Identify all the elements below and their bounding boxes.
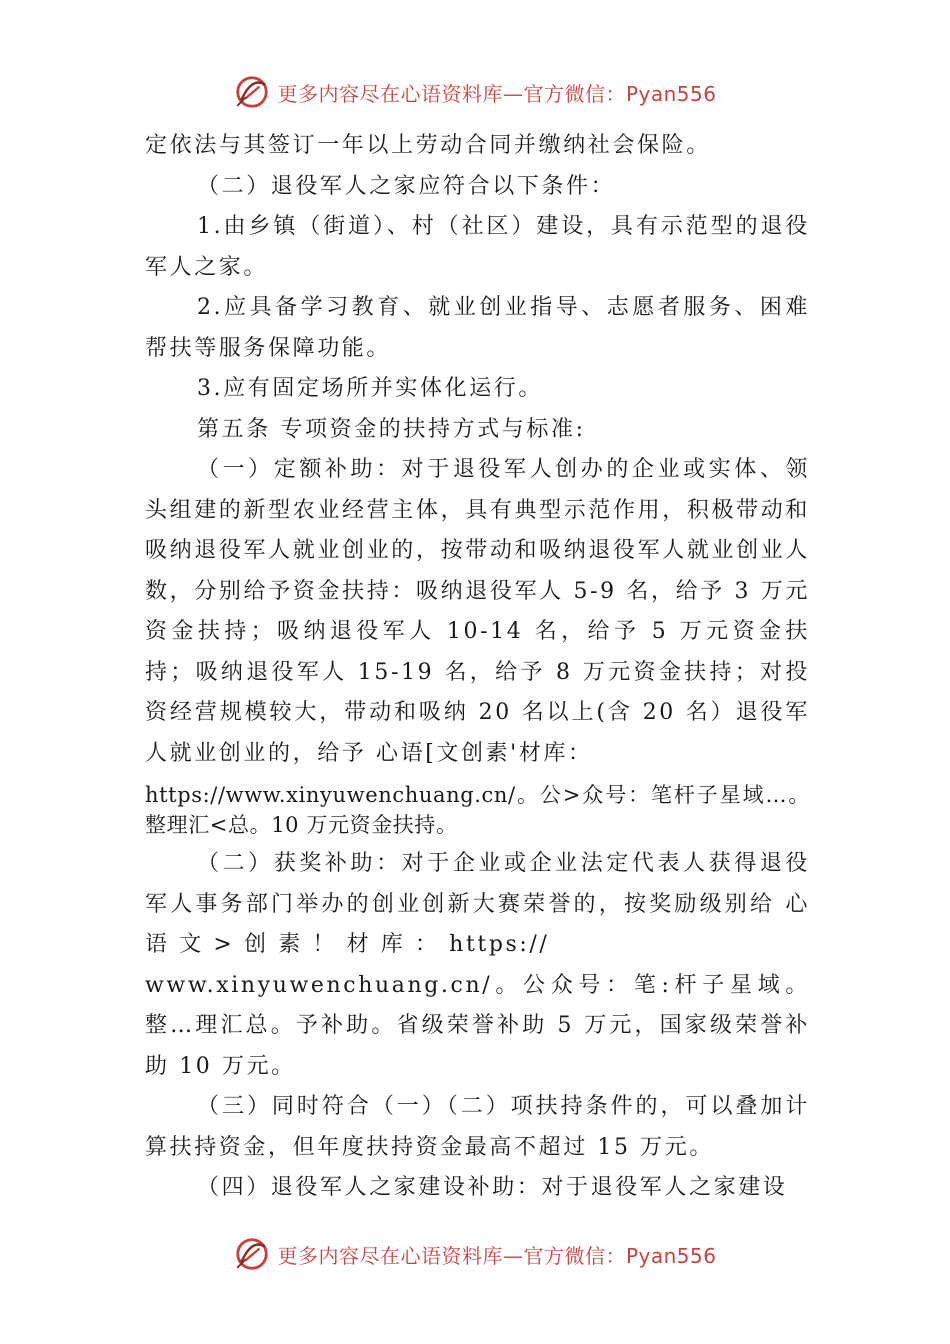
paragraph: （三）同时符合（一）（二）项扶持条件的，可以叠加计算扶持资金，但年度扶持资金最高不超过 15 万元。 bbox=[145, 1094, 810, 1160]
banner-main-text: 更多内容尽在心语资料库 bbox=[277, 81, 503, 106]
paragraph: 3.应有固定场所并实体化运行。 bbox=[197, 376, 543, 401]
watermark-paragraph: https://www.xinyuwenchuang.cn/。公>众号：笔杆子星域…。整理汇<总。10 万元资金扶持。 bbox=[145, 783, 810, 837]
paragraph: 1.由乡镇（街道）、村（社区）建设，具有示范型的退役军人之家。 bbox=[145, 214, 810, 280]
banner-text bbox=[277, 78, 716, 107]
logo-icon bbox=[233, 1235, 271, 1273]
paragraph: （四）退役军人之家建设补助：对于退役军人之家建设 bbox=[197, 1175, 788, 1200]
article-heading: 第五条 专项资金的扶持方式与标准: bbox=[197, 416, 586, 442]
banner-main-text: 更多内容尽在心语资料库 bbox=[277, 1243, 503, 1268]
document-body bbox=[145, 126, 810, 1209]
paragraph: （一）定额补助：对于退役军人创办的企业或实体、领头组建的新型农业经营主体，具有典型示范作用，积极带动和吸纳退役军人就业创业的，按带动和吸纳退役军人就业创业人数，分别给予资金扶持：吸纳退役军人 5-9 名，给予 3 万元资金扶持；吸纳退役军人 10-14 名，给予 5 万元资金扶持；吸纳退役军人 15-19 名，给予 8 万元资金扶持；对投资经营规模较大，带动和吸纳 20 名以上(含 20 名）退役军人就业创业的，给予 心语[文创素'材库： bbox=[145, 457, 810, 766]
paragraph: （二）退役军人之家应符合以下条件： bbox=[197, 173, 616, 199]
header-watermark-banner bbox=[0, 70, 950, 114]
paragraph: （二）获奖补助：对于企业或企业法定代表人获得退役军人事务部门举办的创业创新大赛荣誉的，按奖励级别给 心 语 文 > 创 素 ！ 材 库 ： https:// bbox=[145, 851, 810, 957]
paragraph: 定依法与其签订一年以上劳动合同并缴纳社会保险。 bbox=[145, 133, 711, 158]
logo-icon bbox=[233, 73, 271, 111]
banner-wechat-text: 官方微信：Pyan556 bbox=[523, 1243, 717, 1268]
footer-watermark-banner bbox=[0, 1232, 950, 1276]
paragraph: www.xinyuwenchuang.cn/。公众号：笔:杆子星域。整…理汇总。予补助。省级荣誉补助 5 万元，国家级荣誉补助 10 万元。 bbox=[145, 972, 810, 1079]
banner-dash: — bbox=[502, 81, 524, 106]
banner-dash: — bbox=[502, 1243, 524, 1268]
banner-wechat-text: 官方微信：Pyan556 bbox=[523, 81, 717, 106]
paragraph: 2.应具备学习教育、就业创业指导、志愿者服务、困难帮扶等服务保障功能。 bbox=[145, 295, 810, 361]
banner-text bbox=[277, 1240, 716, 1269]
